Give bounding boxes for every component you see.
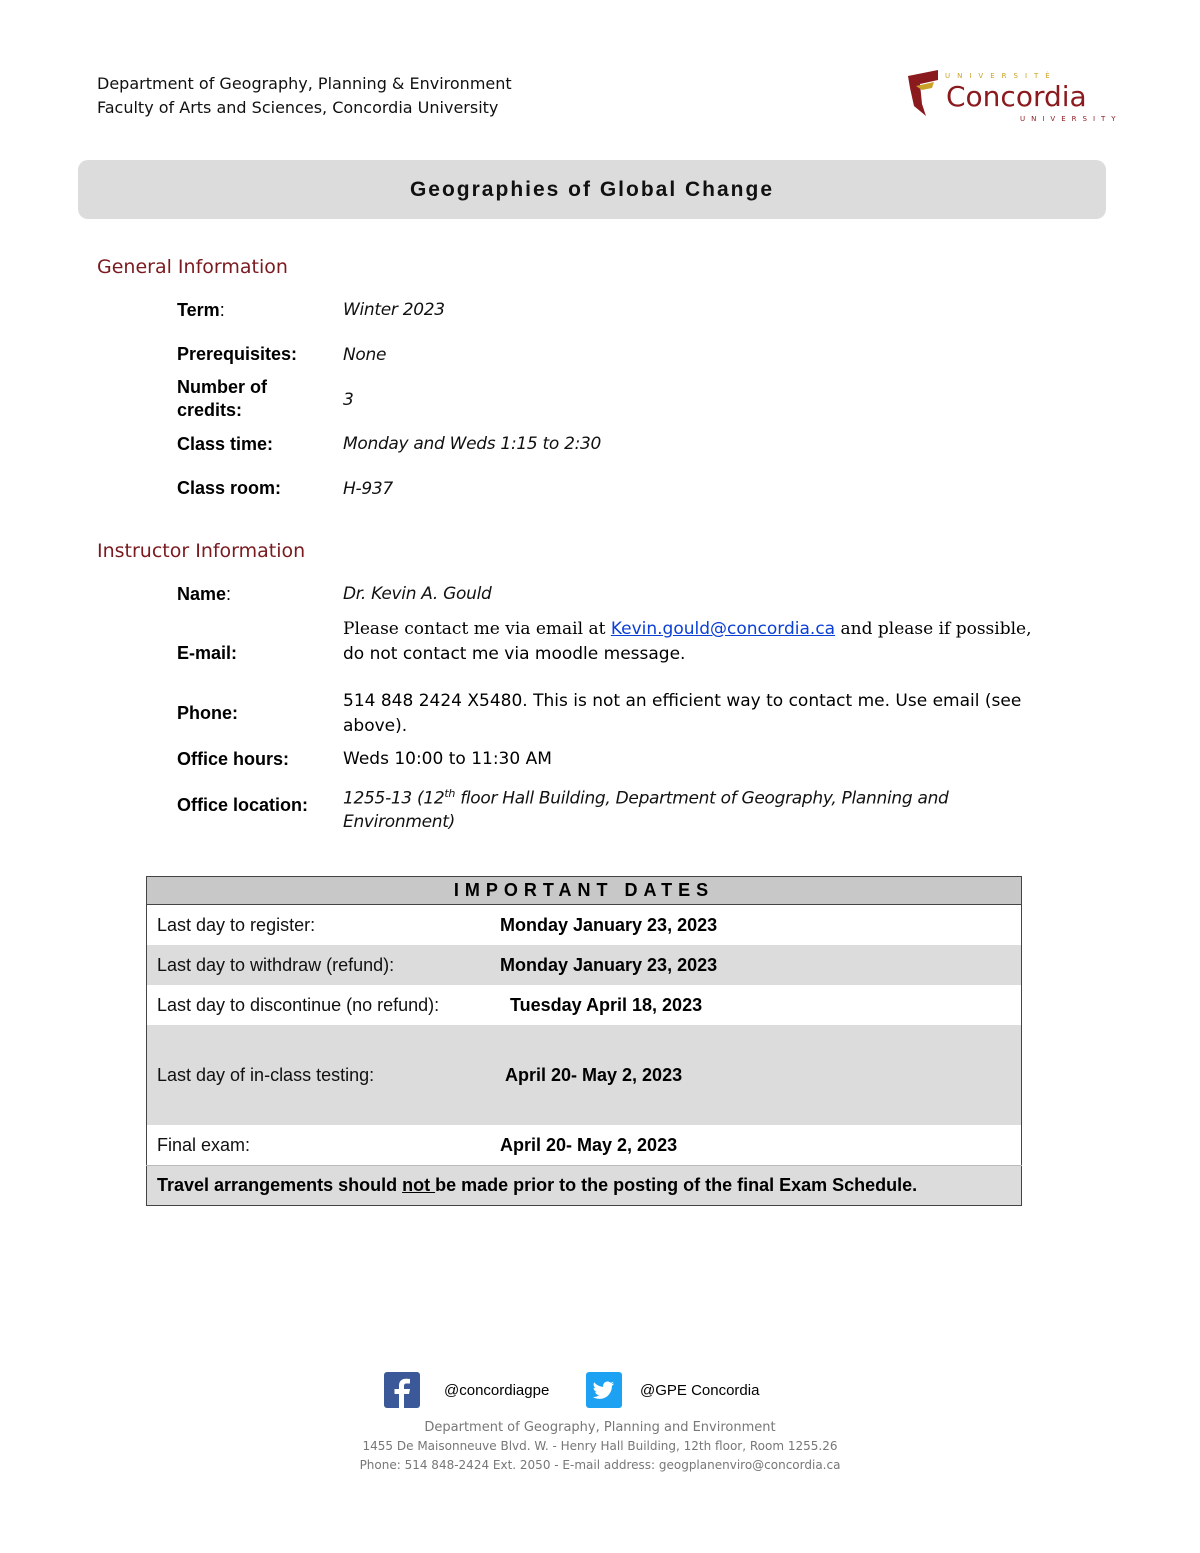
- date-label: Last day to register:: [157, 914, 316, 935]
- credits-value: 3: [343, 390, 354, 410]
- phone-label: Phone:: [177, 703, 238, 723]
- term-label: Term:: [177, 300, 225, 320]
- facebook-icon: [384, 1372, 420, 1408]
- facebook-handle: @concordiagpe: [444, 1381, 550, 1399]
- email-link[interactable]: Kevin.gould@concordia.ca: [610, 619, 836, 639]
- concordia-crest-icon: [900, 66, 1120, 126]
- faculty-name: Faculty of Arts and Sciences, Concordia University: [97, 98, 499, 117]
- instructor-name-label: Name:: [177, 584, 232, 604]
- footer-department: Department of Geography, Planning and Environment: [424, 1420, 776, 1435]
- office-hours-value: Weds 10:00 to 11:30 AM: [343, 749, 552, 769]
- table-row: [147, 1025, 1022, 1125]
- table-row: [147, 985, 1022, 1025]
- logo-name: Concordia: [946, 80, 1087, 113]
- travel-note-row: [147, 1166, 1022, 1206]
- footer-address: 1455 De Maisonneuve Blvd. W. - Henry Hall Building, 12th floor, Room 1255.26: [362, 1439, 838, 1453]
- office-location-value: 1255-13 (12th floor Hall Building, Department of Geography, Planning and Environment): [343, 787, 949, 832]
- prerequisites-value: None: [343, 345, 387, 365]
- date-label: Last day to withdraw (refund):: [147, 945, 491, 985]
- course-title-bar: [78, 160, 1106, 219]
- office-hours-label: Office hours:: [177, 749, 290, 769]
- date-value: Monday January 23, 2023: [500, 914, 718, 935]
- general-info-heading: General Information: [97, 256, 288, 278]
- date-value: Tuesday April 18, 2023: [510, 994, 703, 1015]
- date-value: Monday January 23, 2023: [490, 945, 1022, 985]
- date-label: Last day of in-class testing:: [147, 1025, 491, 1125]
- department-header: [97, 72, 512, 120]
- office-location-label: Office location:: [177, 795, 309, 815]
- logo-top-text: UNIVERSITÉ: [945, 72, 1057, 80]
- class-room-value: H-937: [343, 479, 393, 499]
- date-value: April 20- May 2, 2023: [500, 1134, 678, 1155]
- travel-note: Travel arrangements should not be made prior to the posting of the final Exam Schedule.: [147, 1166, 1022, 1206]
- logo-bottom-text: UNIVERSITY: [1020, 115, 1120, 123]
- prerequisites-label: Prerequisites:: [177, 344, 298, 364]
- twitter-link[interactable]: [586, 1372, 759, 1408]
- date-value: April 20- May 2, 2023: [490, 1025, 1022, 1125]
- email-label: E-mail:: [177, 643, 238, 663]
- date-label: Last day to discontinue (no refund):: [157, 994, 440, 1015]
- class-room-label: Class room:: [177, 478, 282, 498]
- class-time-label: Class time:: [177, 434, 274, 454]
- twitter-handle: @GPE Concordia: [640, 1381, 760, 1399]
- table-row: [147, 905, 1022, 946]
- facebook-link[interactable]: [384, 1372, 549, 1408]
- class-time-value: Monday and Weds 1:15 to 2:30: [343, 434, 602, 454]
- footer-contact: Phone: 514 848-2424 Ext. 2050 - E-mail address: geogplanenviro@concordia.ca: [359, 1458, 841, 1472]
- instructor-info-heading: Instructor Information: [97, 540, 306, 562]
- important-dates-title: IMPORTANT DATES: [147, 877, 1022, 905]
- email-value: Please contact me via email at Kevin.gould@concordia.ca and please if possible, do not contact me via moodle message.: [343, 619, 1032, 664]
- table-row: [147, 1125, 1022, 1166]
- phone-value: 514 848 2424 X5480. This is not an efficient way to contact me. Use email (see above).: [343, 691, 1022, 736]
- important-dates-table: [146, 876, 1022, 1206]
- concordia-logo: [900, 66, 1120, 126]
- department-name: Department of Geography, Planning & Environment: [97, 74, 512, 93]
- term-value: Winter 2023: [343, 300, 445, 320]
- course-title: Geographies of Global Change: [409, 177, 775, 201]
- table-row: [147, 945, 1022, 985]
- credits-label: Number of credits:: [177, 377, 267, 420]
- instructor-name-value: Dr. Kevin A. Gould: [343, 584, 492, 604]
- page-footer: [0, 1418, 1200, 1475]
- date-label: Final exam:: [157, 1134, 251, 1155]
- twitter-icon: [586, 1372, 622, 1408]
